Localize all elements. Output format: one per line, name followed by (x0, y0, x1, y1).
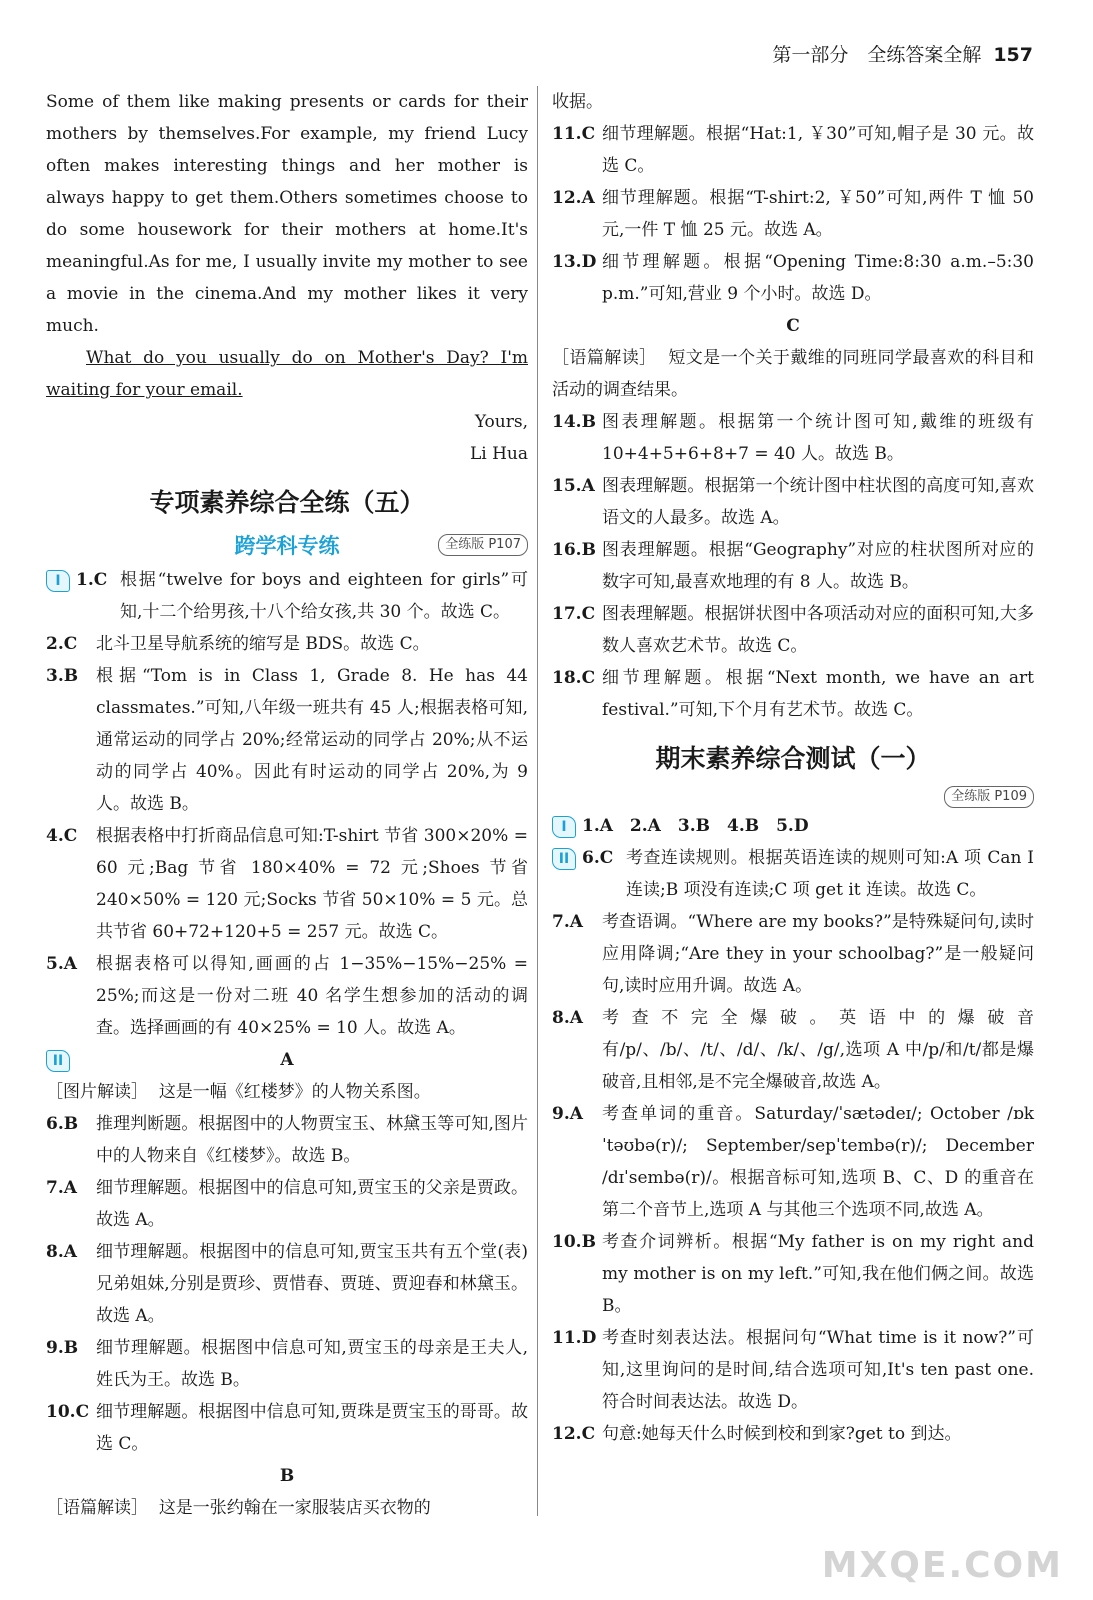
answer-item (552, 1322, 1034, 1418)
answer-item (552, 470, 1034, 534)
page-ref-tag: 全练版 P107 (438, 534, 528, 556)
answer-number: 15.A (552, 476, 595, 496)
image-reading-text: 这是一幅《红楼梦》的人物关系图。 (158, 1082, 431, 1102)
watermark: MXQE.COM (821, 1545, 1063, 1586)
answer-number: 10.B (552, 1232, 596, 1252)
answer-item (552, 662, 1034, 726)
part-badge: I (552, 816, 576, 838)
answer-number: 1.C (76, 570, 108, 590)
answer-text: 细节理解题。根据“Next month, we have an art festival.”可知,下个月有艺术节。故选 C。 (602, 668, 1034, 720)
answer-text: 考查语调。“Where are my books?”是特殊疑问句,读时应用降调;“Are they in your schoolbag?”是一般疑问句,读时应用升调。故选 A。 (602, 912, 1034, 996)
answer-text: 图表理解题。根据“Geography”对应的柱状图所对应的数字可知,最喜欢地理的有 8 人。故选 B。 (602, 540, 1034, 592)
letter-body: Some of them like making presents or cards for their mothers by themselves.For example, my friend Lucy often makes interesting things and her mother is always happy to get them.Others sometimes choose to do some housework for their mothers at home.It's meaningful.As for me, I usually invite my mother to see a movie in the cinema.And my mother likes it very much. (46, 92, 528, 336)
answer-number: 8.A (552, 1008, 583, 1028)
answer-text: 考查不完全爆破。英语中的爆破音有/p/、/b/、/t/、/d/、/k/、/g/,选项 A 中/p/和/t/都是爆破音,且相邻,是不完全爆破音,故选 A。 (602, 1008, 1034, 1092)
answer-text: 细节理解题。根据图中信息可知,贾宝玉的母亲是王夫人,姓氏为王。故选 B。 (96, 1338, 528, 1390)
answer-number: 2.C (46, 634, 78, 654)
part-badge: II (46, 1050, 70, 1072)
page-ref-tag: 全练版 P109 (944, 786, 1034, 808)
passage-letter: B (279, 1466, 295, 1486)
text-reading-label: ［语篇解读］ (46, 1498, 148, 1518)
answer-number: 4.C (46, 826, 78, 846)
answer-item (552, 246, 1034, 310)
answer-number: 16.B (552, 540, 596, 560)
answer-text: 1.A 2.A 3.B 4.B 5.D (582, 816, 809, 836)
answer-number: 6.B (46, 1114, 79, 1134)
image-reading-label: ［图片解读］ (46, 1082, 148, 1102)
answer-item (46, 1108, 528, 1172)
part-heading (46, 1044, 528, 1076)
text-reading-text: 这是一张约翰在一家服装店买衣物的 (158, 1498, 431, 1518)
section-title: 专项素养综合全练（五） (149, 488, 425, 517)
answer-item (552, 598, 1034, 662)
answer-number: 9.A (552, 1104, 583, 1124)
image-reading (46, 1076, 528, 1108)
passage-letter: C (786, 316, 800, 336)
column-divider (537, 86, 538, 1516)
answer-text: 细节理解题。根据图中的信息可知,贾宝玉的父亲是贾政。故选 A。 (96, 1178, 528, 1230)
answer-text: 图表理解题。根据第一个统计图中柱状图的高度可知,喜欢语文的人最多。故选 A。 (602, 476, 1034, 528)
answer-text: 细节理解题。根据图中的信息可知,贾宝玉共有五个堂(表)兄弟姐妹,分别是贾珍、贾惜春、贾琏、贾迎春和林黛玉。故选 A。 (96, 1242, 528, 1326)
answer-number: 10.C (46, 1402, 90, 1422)
closing-question: What do you usually do on Mother's Day? I'm waiting for your email. (46, 348, 528, 400)
answer-text: 细节理解题。根据“Opening Time:8:30 a.m.–5:30 p.m.”可知,营业 9 个小时。故选 D。 (602, 252, 1034, 304)
answer-item (46, 1332, 528, 1396)
answer-number: 6.C (582, 848, 614, 868)
answer-item (46, 564, 528, 628)
section-title: 期末素养综合测试（一） (655, 744, 931, 773)
answer-number: 12.A (552, 188, 595, 208)
answer-text: 图表理解题。根据饼状图中各项活动对应的面积可知,大多数人喜欢艺术节。故选 C。 (602, 604, 1034, 656)
answer-number: 18.C (552, 668, 596, 688)
left-column (46, 86, 528, 1524)
answer-text: 北斗卫星导航系统的缩写是 BDS。故选 C。 (96, 634, 430, 654)
sub-title (46, 528, 528, 564)
answer-number: 17.C (552, 604, 596, 624)
section-tag-row (552, 784, 1034, 810)
answer-text: 细节理解题。根据图中信息可知,贾珠是贾宝玉的哥哥。故选 C。 (96, 1402, 528, 1454)
answer-item (46, 1172, 528, 1236)
answer-number: 11.C (552, 124, 596, 144)
answer-item (46, 820, 528, 948)
answer-text: 考查单词的重音。Saturday/ˈsætədeɪ/; October /ɒkˈtəʊbə(r)/; September/sepˈtembə(r)/; December /dɪˈsembə(r)/。根据音标可知,选项 B、C、D 的重音在第二个音节上,选项 A 与其他三个选项不同,故选 A。 (602, 1104, 1034, 1220)
answer-item (552, 1098, 1034, 1226)
letter-closing (46, 342, 528, 406)
answer-item (46, 1236, 528, 1332)
answer-item (552, 906, 1034, 1002)
answer-item (552, 118, 1034, 182)
text-reading-text: 短文是一个关于戴维的同班同学最喜欢的科目和活动的调查结果。 (552, 348, 1035, 400)
letter-signature: Li Hua (469, 444, 528, 464)
answer-text: 根据表格中打折商品信息可知:T-shirt 节省 300×20% = 60 元;Bag 节省 180×40% = 72 元;Shoes 节省 240×50% = 120 元;Socks 节省 50×10% = 5 元。总共节省 60+72+120+5 = 257 元。故选 C。 (96, 826, 528, 942)
answer-number: 12.C (552, 1424, 596, 1444)
answer-text: 根据“Tom is in Class 1, Grade 8. He has 44 classmates.”可知,八年级一班共有 45 人;根据表格可知,通常运动的同学占 20%;经常运动的同学占 20%;从不运动的同学占 40%。因此有时运动的同学占 20%,为 9 人。故选 B。 (96, 666, 528, 814)
page-number: 157 (993, 44, 1033, 66)
answer-number: 5.A (46, 954, 77, 974)
text-reading (552, 342, 1034, 406)
answer-item (552, 406, 1034, 470)
answer-item (552, 182, 1034, 246)
answer-item (552, 842, 1034, 906)
answer-text: 细节理解题。根据“Hat:1, ￥30”可知,帽子是 30 元。故选 C。 (602, 124, 1034, 176)
answer-text: 根据“twelve for boys and eighteen for girls”可知,十二个给男孩,十八个给女孩,共 30 个。故选 C。 (120, 570, 528, 622)
right-column (552, 86, 1034, 1450)
answer-item (46, 1396, 528, 1460)
answer-text: 推理判断题。根据图中的人物贾宝玉、林黛玉等可知,图片中的人物来自《红楼梦》。故选 B。 (96, 1114, 528, 1166)
text-reading (46, 1492, 528, 1524)
answer-text: 细节理解题。根据“T-shirt:2, ￥50”可知,两件 T 恤 50 元,一件 T 恤 25 元。故选 A。 (602, 188, 1034, 240)
answer-item (46, 660, 528, 820)
answer-number: 7.A (46, 1178, 77, 1198)
answer-text: 考查连读规则。根据英语连读的规则可知:A 项 Can I 连读;B 项没有连读;C 项 get it 连读。故选 C。 (626, 848, 1034, 900)
answer-item (552, 1226, 1034, 1322)
answer-item (552, 1418, 1034, 1450)
text-reading-label: ［语篇解读］ (552, 348, 657, 368)
answer-item (46, 948, 528, 1044)
letter-yours: Yours, (474, 412, 528, 432)
answer-number: 14.B (552, 412, 596, 432)
answer-text: 考查介词辨析。根据“My father is on my right and my mother is on my left.”可知,我在他们俩之间。故选 B。 (602, 1232, 1034, 1316)
continued-text: 收据。 (552, 92, 603, 112)
answer-text: 考查时刻表达法。根据问句“What time is it now?”可知,这里询问的是时间,结合选项可知,It's ten past one.符合时间表达法。故选 D。 (602, 1328, 1034, 1412)
answer-number: 13.D (552, 252, 597, 272)
answer-item (552, 1002, 1034, 1098)
answer-text: 图表理解题。根据第一个统计图可知,戴维的班级有 10+4+5+6+8+7 = 40 人。故选 B。 (602, 412, 1034, 464)
page-header (772, 40, 1033, 67)
part-badge: I (46, 570, 70, 592)
answer-text: 根据表格可以得知,画画的占 1−35%−15%−25% = 25%;而这是一份对二班 40 名学生想参加的活动的调查。选择画画的有 40×25% = 10 人。故选 A。 (96, 954, 528, 1038)
part-badge: II (552, 848, 576, 870)
answer-number: 7.A (552, 912, 583, 932)
answer-number: 11.D (552, 1328, 597, 1348)
answer-text: 句意:她每天什么时候到校和到家?get to 到达。 (602, 1424, 962, 1444)
passage-letter: A (280, 1050, 294, 1070)
answer-item (552, 810, 1034, 842)
answer-number: 3.B (46, 666, 79, 686)
answer-item (552, 534, 1034, 598)
answer-number: 9.B (46, 1338, 79, 1358)
header-title: 第一部分 全练答案全解 (772, 44, 982, 66)
sub-title-text: 跨学科专练 (234, 534, 340, 558)
answer-item (46, 628, 528, 660)
answer-number: 8.A (46, 1242, 77, 1262)
